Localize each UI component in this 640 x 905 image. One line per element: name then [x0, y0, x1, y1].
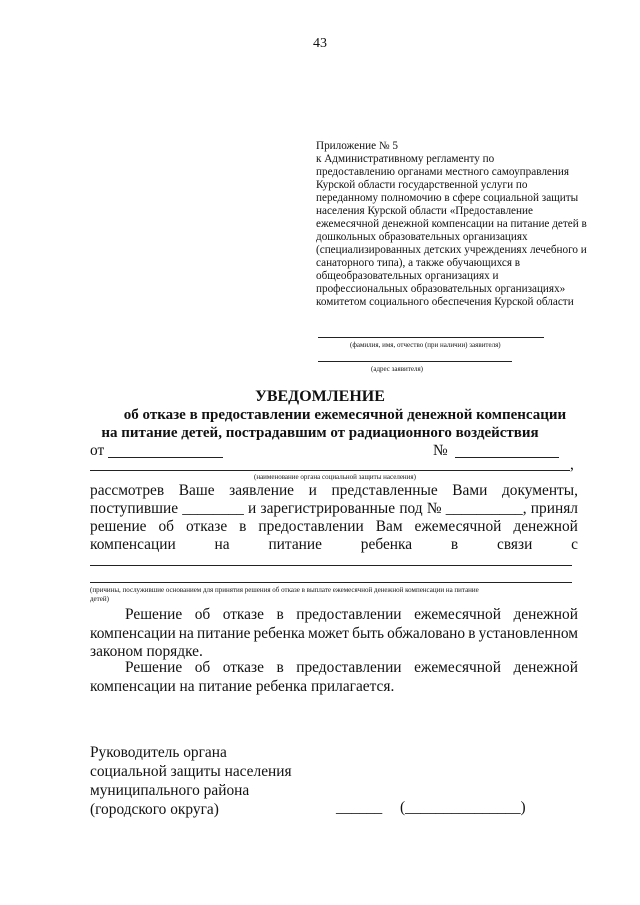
word: компенсации [90, 625, 176, 642]
word: рассмотрев [90, 482, 165, 499]
appendix-line: дошкольных образовательных организациях [316, 231, 528, 243]
word: в [468, 625, 476, 642]
word: отказе [222, 659, 264, 676]
signature-line: муниципального района [90, 782, 250, 799]
word: может [307, 625, 350, 642]
word: быть [352, 625, 385, 642]
word: документы, [501, 482, 578, 499]
reasons-caption: детей) [90, 595, 109, 603]
word: об [194, 606, 211, 623]
number-blank[interactable] [455, 457, 559, 458]
signature-blank[interactable]: ______ [336, 799, 383, 816]
word: поступившие [90, 500, 179, 517]
word: предоставлении [258, 518, 364, 535]
word: Вами [452, 482, 488, 499]
word: в [450, 536, 459, 553]
word: заявление [229, 482, 295, 499]
word: установленном [478, 625, 578, 642]
signature-line: социальной защиты населения [90, 763, 292, 780]
appendix-line: Курской области государственной услуги по [316, 179, 528, 191]
word: предоставлении [296, 659, 402, 676]
applicant-address-caption: (адрес заявителя) [371, 365, 423, 373]
registration-number-blank[interactable]: __________, [445, 500, 527, 517]
word: ежемесячной [414, 606, 501, 623]
from-label: от [90, 442, 105, 459]
word: Вам [375, 518, 403, 535]
body-line [90, 482, 578, 500]
body-line [90, 518, 578, 536]
applicant-address-line[interactable] [318, 361, 512, 362]
notice-subtitle: об отказе в предоставлении ежемесячной денежной компенсации [123, 407, 567, 423]
word: в [239, 518, 247, 535]
appeal-line [125, 606, 578, 624]
word: денежной [513, 518, 578, 535]
word: об [194, 659, 211, 676]
attached-line: компенсации на питание ребенка прилагается. [90, 678, 395, 695]
word: и [308, 482, 317, 499]
signature-line: Руководитель органа [90, 744, 227, 761]
organ-line-comma: , [570, 456, 574, 473]
appendix-line: санаторного типа), а также обучающихся в [316, 257, 521, 269]
word: денежной [513, 606, 578, 623]
reasons-caption: (причины, послужившие основанием для принятия решения об отказе в выплате ежемесячной денежной компенсации на питание [90, 586, 479, 594]
appendix-line: ежемесячной денежной компенсации на питание детей в [316, 218, 587, 230]
word: Решение [125, 659, 183, 676]
appendix-line: переданному полномочию в сфере социальной защиты [316, 192, 579, 204]
reasons-line[interactable] [90, 582, 572, 583]
word: об [158, 518, 175, 535]
received-date-blank[interactable]: ________ [182, 500, 244, 517]
word: связи [497, 536, 533, 553]
word: отказе [222, 606, 264, 623]
signature-block [90, 743, 292, 819]
word: питание [196, 625, 251, 642]
word: № [426, 500, 442, 517]
word: ребенка [360, 536, 413, 553]
notice-subtitle: на питание детей, пострадавшим от радиационного воздействия [101, 425, 539, 441]
body-line [90, 536, 578, 554]
word: компенсации [90, 536, 176, 553]
organ-name-line[interactable] [90, 470, 570, 471]
word: ребенка [253, 625, 305, 642]
word: в [276, 659, 284, 676]
appendix-line: населения Курской области «Предоставление [316, 205, 533, 217]
appendix-line: Приложение № 5 [316, 140, 398, 152]
word: питание [268, 536, 322, 553]
reasons-line[interactable] [90, 565, 572, 566]
appendix-line: комитетом социального обеспечения Курской области [316, 296, 574, 308]
appendix-line: общеобразовательных организациях и [316, 270, 499, 282]
word: ежемесячной [414, 518, 502, 535]
attached-line [125, 659, 578, 677]
date-blank[interactable] [108, 457, 223, 458]
number-label: № [433, 442, 448, 459]
word: и [248, 500, 257, 517]
appendix-line: профессиональных образовательных организациях» [316, 283, 566, 295]
appeal-line [90, 625, 578, 643]
word: обжаловано [387, 625, 466, 642]
word: отказе [185, 518, 228, 535]
applicant-name-caption: (фамилия, имя, отчество (при наличии) заявителя) [350, 341, 501, 349]
word: с [571, 536, 578, 553]
word: под [399, 500, 423, 517]
word: в [276, 606, 284, 623]
applicant-name-line[interactable] [318, 337, 544, 338]
notice-title: УВЕДОМЛЕНИЕ [255, 388, 385, 405]
organ-caption: (наименование органа социальной защиты населения) [254, 473, 416, 481]
word: решение [90, 518, 147, 535]
appeal-line: законом порядке. [90, 643, 203, 660]
page-number: 43 [313, 36, 327, 51]
word: на [214, 536, 230, 553]
appendix-line: предоставлению органами местного самоуправления [316, 166, 570, 178]
word: предоставлении [296, 606, 402, 623]
word: представленные [331, 482, 438, 499]
appendix-line: (специализированных детских учреждениях лечебного и [316, 244, 587, 256]
signature-line: (городского округа) [90, 801, 219, 818]
body-line [90, 500, 578, 518]
word: Решение [125, 606, 183, 623]
appendix-line: к Административному регламенту по [316, 153, 495, 165]
word: зарегистрированные [260, 500, 396, 517]
word: принял [530, 500, 578, 517]
word: на [178, 625, 194, 642]
word: Ваше [178, 482, 215, 499]
appendix-header [316, 140, 616, 309]
word: денежной [513, 659, 578, 676]
word: ежемесячной [414, 659, 501, 676]
signature-name-blank[interactable]: (_______________) [400, 799, 526, 816]
